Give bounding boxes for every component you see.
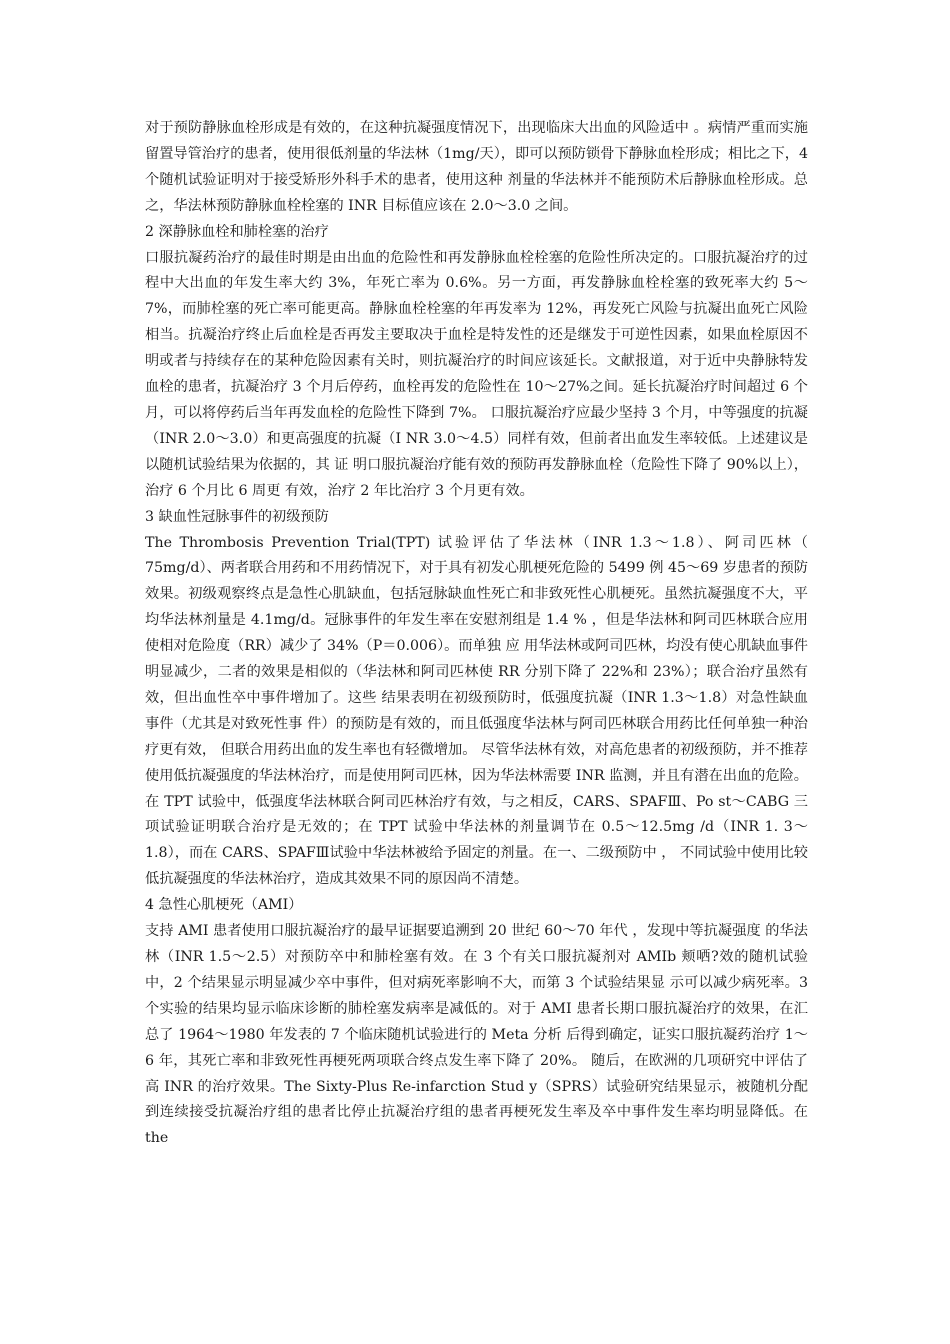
- paragraph-ami: 支持 AMI 患者使用口服抗凝治疗的最早证据要追溯到 20 世纪 60～70 年代 ，发现中等抗凝强度 的华法林（INR 1.5～2.5）对预防卒中和肺栓塞有效。在 3 个有关口服抗凝剂对 AMIb 颊哂?效的随机试验中，2 个结果显示明显减少卒中事件，但对病死率影响不大，而第 3 个试验结果显 示可以减少病死率。3 个实验的结果均显示临床诊断的肺栓塞发病率是减低的。对于 AMI 患者长期口服抗凝治疗的效果，在汇总了 1964～1980 年发表的 7 个临床随机试验进行的 Meta 分析 后得到确定，证实口服抗凝药治疗 1～6 年，其死亡率和非致死性再梗死两项联合终点发生率下降了 20%。 随后，在欧洲的几项研究中评估了高 INR 的治疗效果。The Sixty-Plus Re-infarction Stud y（SPRS）试验研究结果显示，被随机分配到连续接受抗凝治疗组的患者比停止抗凝治疗组的患者再梗死发生率及卒中事件发生率均明显降低。在 the: [145, 923, 808, 1147]
- section-heading-2: 2 深静脉血栓和肺栓塞的治疗: [145, 223, 329, 240]
- section-heading-3: 3 缺血性冠脉事件的初级预防: [145, 508, 329, 525]
- paragraph-primary-prevention: The Thrombosis Prevention Trial(TPT) 试验评估了华法林（INR 1.3～1.8）、阿司匹林（ 75mg/d）、两者联合用药和不用药情况下，对于具有初发心肌梗死危险的 5499 例 45～69 岁患者的预防效果。初级观察终点是急性心肌缺血，包括冠脉缺血性死亡和非致死性心肌梗死。虽然抗凝强度不大，平均华法林剂量是 4.1mg/d。冠脉事件的年发生率在安慰剂组是 1.4 % ，但是华法林和阿司匹林联合应用使相对危险度（RR）减少了 34%（P＝0.006）。而单独 应 用华法林或阿司匹林，均没有使心肌缺血事件明显减少，二者的效果是相似的（华法林和阿司匹林使 RR 分别下降了 22%和 23%）；联合治疗虽然有效，但出血性卒中事件增加了。这些 结果表明在初级预防时，低强度抗凝（INR 1.3～1.8）对急性缺血事件（尤其是对致死性事 件）的预防是有效的，而且低强度华法林与阿司匹林联合用药比任何单独一种治疗更有效， 但联合用药出血的发生率也有轻微增加。 尽管华法林有效，对高危患者的初级预防，并不推荐使用低抗凝强度的华法林治疗，而是使用阿司匹林，因为华法林需要 INR 监测，并且有潜在出血的危险。 在 TPT 试验中，低强度华法林联合阿司匹林治疗有效，与之相反，CARS、SPAFⅢ、Po st～CABG 三项试验证明联合治疗是无效的；在 TPT 试验中华法林的剂量调节在 0.5～12.5mg /d（INR 1. 3～1.8），而在 CARS、SPAFⅢ试验中华法林被给予固定的剂量。在一、二级预防中 ， 不同试验中使用比较低抗凝强度的华法林治疗，造成其效果不同的原因尚不清楚。: [145, 534, 808, 888]
- paragraph-venous-prevention: 对于预防静脉血栓形成是有效的，在这种抗凝强度情况下，出现临床大出血的风险适中 。病情严重而实施留置导管治疗的患者，使用很低剂量的华法林（1mg/天），即可以预防锁骨下静脉血栓形成；相比之下，4 个随机试验证明对于接受矫形外科手术的患者，使用这种 剂量的华法林并不能预防术后静脉血栓形成。总之，华法林预防静脉血栓栓塞的 INR 目标值应该在 2.0～3.0 之间。: [145, 120, 808, 214]
- paragraph-dvt-pe-treatment: 口服抗凝药治疗的最佳时期是由出血的危险性和再发静脉血栓栓塞的危险性所决定的。口服抗凝治疗的过程中大出血的年发生率大约 3%，年死亡率为 0.6%。另一方面，再发静脉血栓栓塞的致死率大约 5～7%，而肺栓塞的死亡率可能更高。静脉血栓栓塞的年再发率为 12%，再发死亡风险与抗凝出血死亡风险相当。抗凝治疗终止后血栓是否再发主要取决于血栓是特发性的还是继发于可逆性因素，如果血栓原因不明或者与持续存在的某种危险因素有关时，则抗凝治疗的时间应该延长。文献报道，对于近中央静脉特发血栓的患者，抗凝治疗 3 个月后停药，血栓再发的危险性在 10～27%之间。延长抗凝治疗时间超过 6 个月，可以将停药后当年再发血栓的危险性下降到 7%。 口服抗凝治疗应最少坚持 3 个月，中等强度的抗凝（INR 2.0～3.0）和更高强度的抗凝（I NR 3.0～4.5）同样有效，但前者出血发生率较低。上述建议是以随机试验结果为依据的，其 证 明口服抗凝治疗能有效的预防再发静脉血栓（危险性下降了 90%以上），治疗 6 个月比 6 周更 有效，治疗 2 年比治疗 3 个月更有效。: [145, 249, 808, 499]
- section-heading-4: 4 急性心肌梗死（AMI）: [145, 897, 303, 914]
- document-body: [145, 116, 808, 1152]
